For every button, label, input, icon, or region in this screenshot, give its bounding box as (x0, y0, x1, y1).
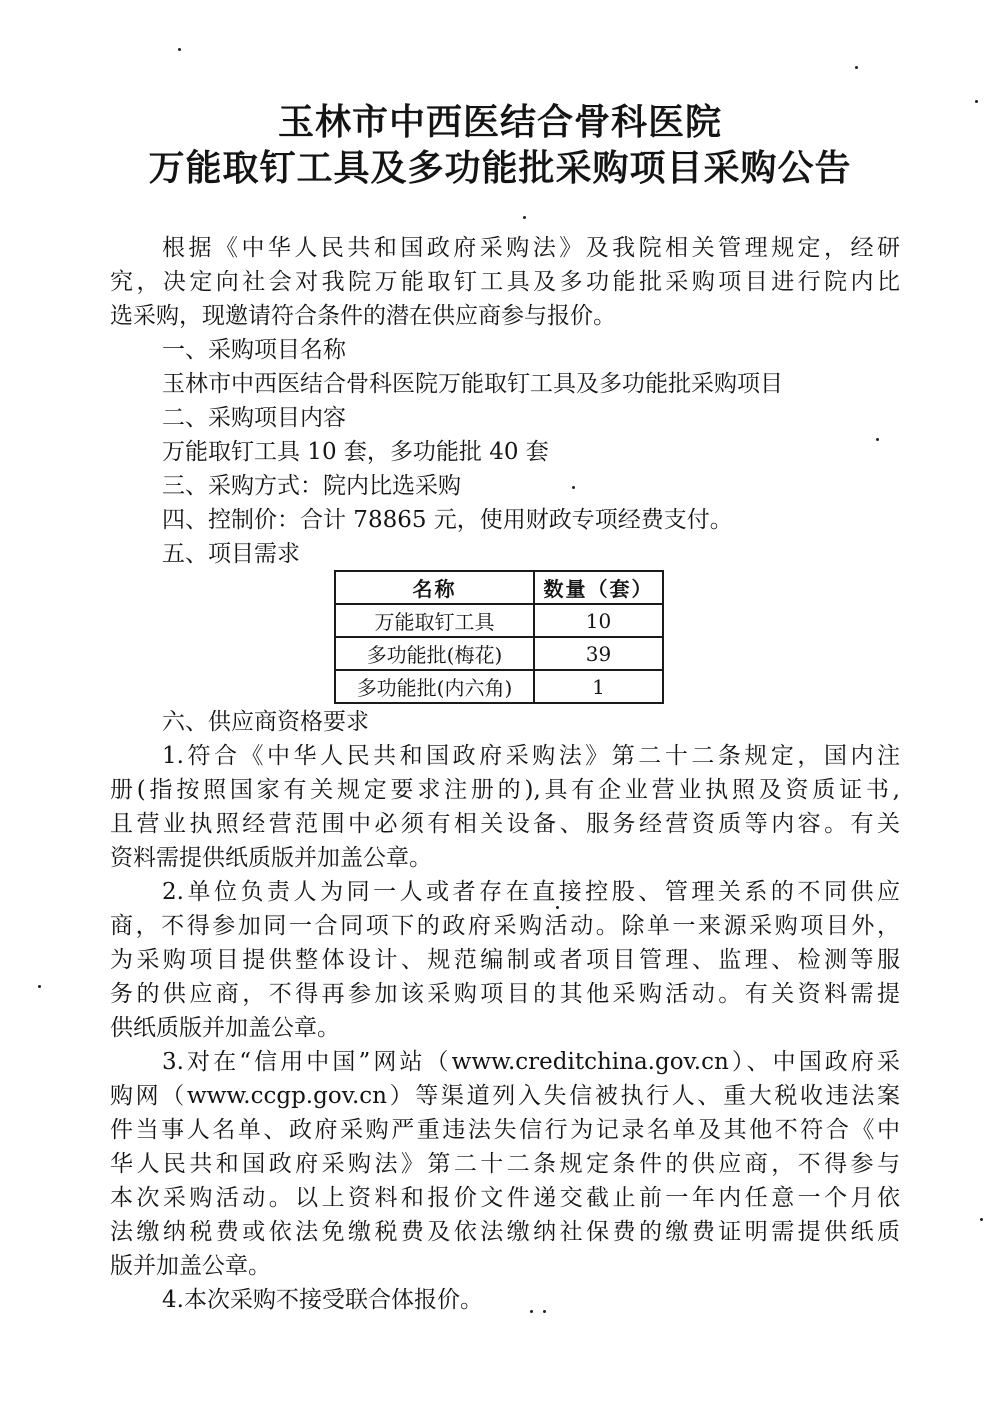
scan-speck (543, 1310, 546, 1313)
table-header-row (335, 571, 663, 604)
intro-line-2: 究，决定向社会对我院万能取钉工具及多功能批采购项目进行院内比 (110, 269, 900, 295)
req3-line-5: 本次采购活动。以上资料和报价文件递交截止前一年内任意一个月依 (110, 1185, 900, 1211)
req1-line-4: 资料需提供纸质版并加盖公章。 (110, 845, 432, 871)
scan-speck (876, 438, 879, 441)
req2-line-2: 商，不得参加同一合同项下的政府采购活动。除单一来源采购项目外， (110, 913, 900, 939)
table-cell-quantity: 10 (534, 604, 663, 637)
req3-line-6: 法缴纳税费或依法免缴税费及依法缴纳社保费的缴费证明需提供纸质 (110, 1219, 900, 1245)
table-header-quantity: 数量（套） (534, 571, 663, 604)
scan-speck (855, 66, 858, 69)
section-5-heading: 五、项目需求 (162, 541, 300, 567)
scan-speck (523, 216, 526, 219)
req3-line-1: 3.对在“信用中国”网站（www.creditchina.gov.cn）、中国政府采 (162, 1049, 900, 1075)
req4-line-1: 4.本次采购不接受联合体报价。 (162, 1287, 483, 1313)
table-row (335, 637, 663, 670)
document-title-announcement: 万能取钉工具及多功能批采购项目采购公告 (148, 147, 852, 189)
scan-speck (530, 1310, 533, 1313)
req1-line-3: 且营业执照经营范围中必须有相关设备、服务经营资质等内容。有关 (110, 811, 900, 837)
section-4-price: 四、控制价：合计 78865 元，使用财政专项经费支付。 (162, 507, 733, 533)
scan-speck (178, 48, 181, 51)
table-cell-name: 多功能批(梅花) (335, 637, 534, 670)
req2-line-4: 务的供应商，不得再参加该采购项目的其他采购活动。有关资料需提 (110, 981, 900, 1007)
req3-line-4: 华人民共和国政府采购法》第二十二条规定条件的供应商，不得参与 (110, 1151, 900, 1177)
req3-line-2: 购网（www.ccgp.gov.cn）等渠道列入失信被执行人、重大税收违法案 (110, 1083, 900, 1109)
intro-line-3: 选采购，现邀请符合条件的潜在供应商参与报价。 (110, 303, 616, 329)
intro-line-1: 根据《中华人民共和国政府采购法》及我院相关管理规定，经研 (162, 235, 900, 261)
table-header-name: 名称 (335, 571, 534, 604)
section-1-text: 玉林市中西医结合骨科医院万能取钉工具及多功能批采购项目 (162, 371, 783, 397)
section-1-heading: 一、采购项目名称 (162, 337, 346, 363)
req3-line-7: 版并加盖公章。 (110, 1253, 271, 1279)
section-6-heading: 六、供应商资格要求 (162, 709, 369, 735)
document-title-hospital: 玉林市中西医结合骨科医院 (277, 101, 722, 143)
req2-line-5: 供纸质版并加盖公章。 (110, 1015, 340, 1041)
section-2-text: 万能取钉工具 10 套，多功能批 40 套 (162, 439, 549, 465)
table-cell-quantity: 39 (534, 637, 663, 670)
req1-line-2: 册(指按照国家有关规定要求注册的),具有企业营业执照及资质证书, (110, 777, 900, 803)
table-cell-name: 多功能批(内六角) (335, 670, 534, 703)
req2-line-1: 2.单位负责人为同一人或者存在直接控股、管理关系的不同供应 (162, 879, 900, 905)
section-3-method: 三、采购方式：院内比选采购 (162, 473, 461, 499)
scan-speck (975, 100, 978, 103)
section-2-heading: 二、采购项目内容 (162, 405, 346, 431)
table-cell-quantity: 1 (534, 670, 663, 703)
table-cell-name: 万能取钉工具 (335, 604, 534, 637)
scan-speck (572, 486, 575, 489)
scan-speck (980, 1218, 983, 1221)
requirements-table (334, 570, 664, 704)
table-row (335, 670, 663, 703)
scan-speck (556, 906, 559, 909)
req1-line-1: 1.符合《中华人民共和国政府采购法》第二十二条规定，国内注 (162, 743, 900, 769)
table-row (335, 604, 663, 637)
scan-speck (38, 985, 41, 988)
req2-line-3: 为采购项目提供整体设计、规范编制或者项目管理、监理、检测等服 (110, 947, 900, 973)
req3-line-3: 件当事人名单、政府采购严重违法失信行为记录名单及其他不符合《中 (110, 1117, 900, 1143)
